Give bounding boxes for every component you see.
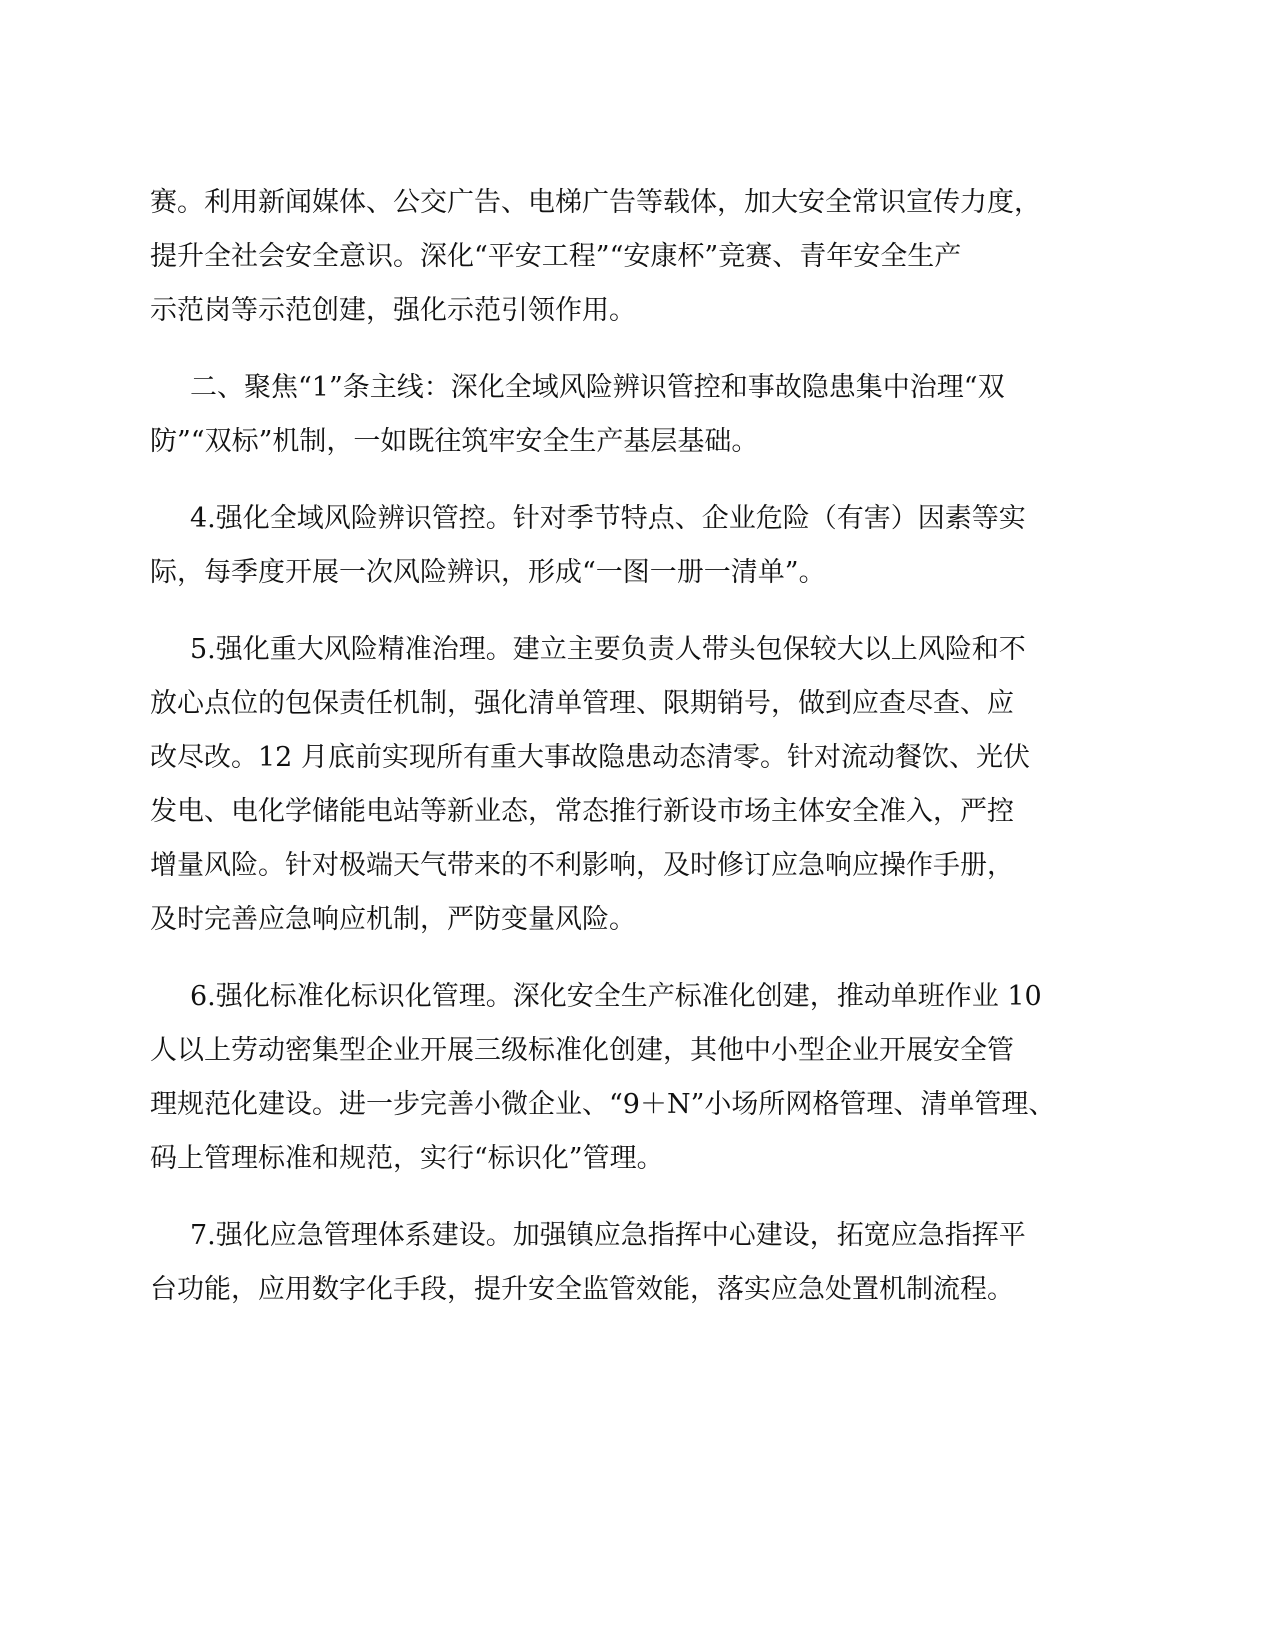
text-line: 赛。利用新闻媒体、公交广告、电梯广告等载体，加大安全常识宣传力度，: [150, 187, 1041, 218]
text-line: 6.强化标准化标识化管理。深化安全生产标准化创建，推动单班作业 10: [190, 981, 1042, 1012]
text-line: 及时完善应急响应机制，严防变量风险。: [150, 904, 636, 935]
text-line: 提升全社会安全意识。深化“平安工程”“安康杯”竞赛、青年安全生产: [150, 241, 962, 272]
text-line: 人以上劳动密集型企业开展三级标准化创建，其他中小型企业开展安全管: [150, 1035, 1014, 1066]
text-line: 4.强化全域风险辨识管控。针对季节特点、企业危险（有害）因素等实: [190, 503, 1026, 534]
text-line: 改尽改。12 月底前实现所有重大事故隐患动态清零。针对流动餐饮、光伏: [150, 742, 1030, 773]
text-line: 防”“双标”机制，一如既往筑牢安全生产基层基础。: [150, 426, 759, 457]
text-line: 理规范化建设。进一步完善小微企业、“9＋N”小场所网格管理、清单管理、: [150, 1089, 1056, 1120]
text-line: 示范岗等示范创建，强化示范引领作用。: [150, 295, 636, 326]
text-line: 发电、电化学储能电站等新业态，常态推行新设市场主体安全准入，严控: [150, 796, 1014, 827]
paragraph-item-5: [150, 623, 1110, 947]
document-body: [150, 176, 1110, 1340]
paragraph-item-7: [150, 1209, 1110, 1317]
text-line: 码上管理标准和规范，实行“标识化”管理。: [150, 1143, 664, 1174]
text-line: 二、聚焦“1”条主线：深化全域风险辨识管控和事故隐患集中治理“双: [190, 372, 1005, 403]
paragraph-item-6: [150, 970, 1110, 1186]
text-line: 5.强化重大风险精准治理。建立主要负责人带头包保较大以上风险和不: [190, 634, 1026, 665]
text-line: 际，每季度开展一次风险辨识，形成“一图一册一清单”。: [150, 557, 826, 588]
text-line: 台功能，应用数字化手段，提升安全监管效能，落实应急处置机制流程。: [150, 1274, 1014, 1305]
text-line: 增量风险。针对极端天气带来的不利影响，及时修订应急响应操作手册，: [150, 850, 1014, 881]
text-line: 7.强化应急管理体系建设。加强镇应急指挥中心建设，拓宽应急指挥平: [190, 1220, 1026, 1251]
paragraph-item-4: [150, 492, 1110, 600]
text-line: 放心点位的包保责任机制，强化清单管理、限期销号，做到应查尽查、应: [150, 688, 1014, 719]
section-heading-2: [150, 361, 1110, 469]
paragraph-publicity-continuation: [150, 176, 1110, 338]
